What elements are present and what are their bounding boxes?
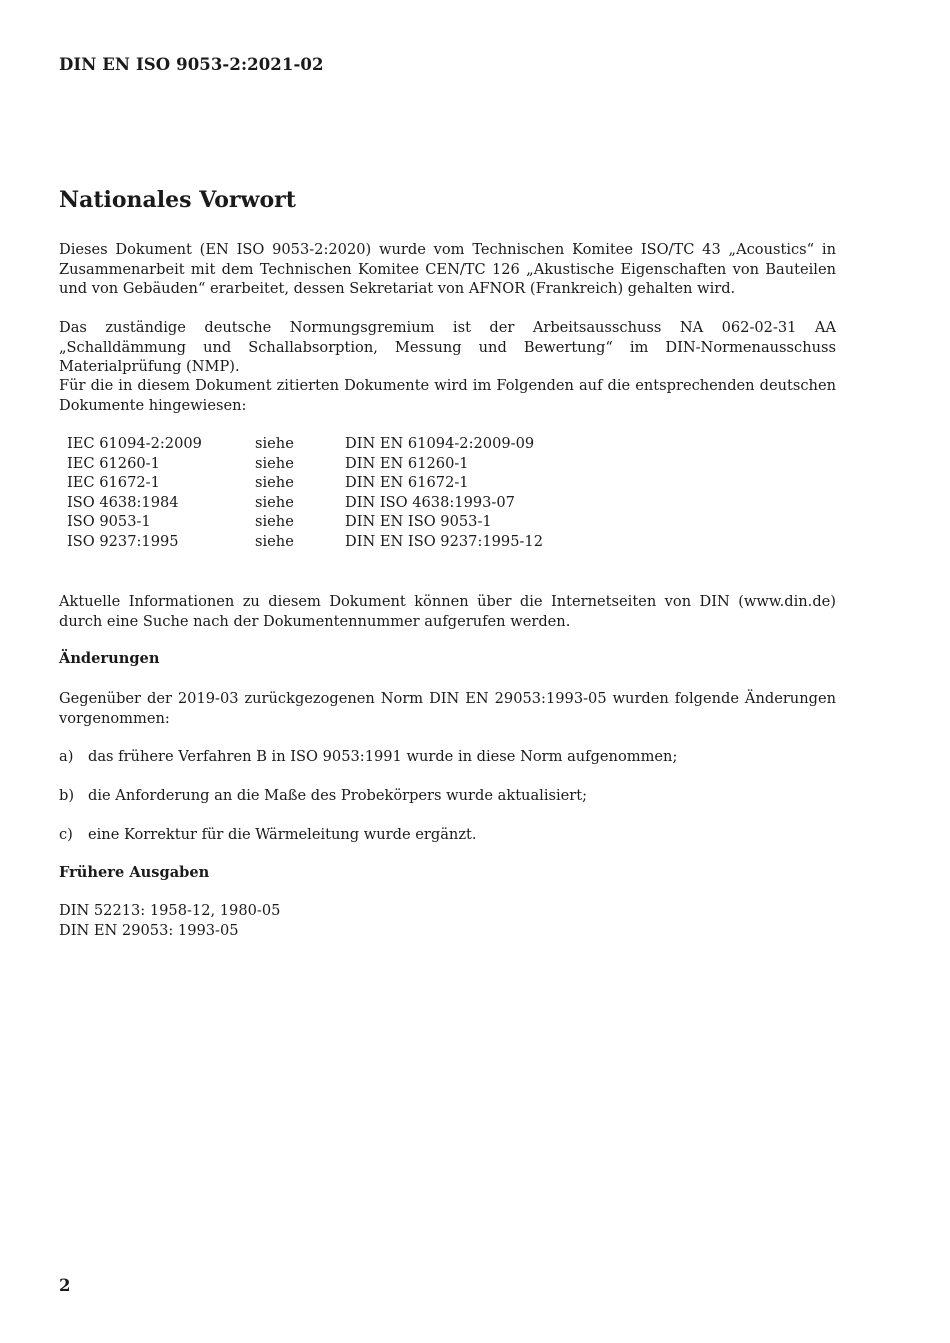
previous-editions-list	[59, 901, 280, 940]
table-row	[67, 493, 543, 513]
cited-document: IEC 61672-1	[67, 474, 160, 492]
page-number: 2	[59, 1276, 71, 1295]
list-item	[59, 786, 587, 806]
previous-edition-line: DIN EN 29053: 1993-05	[59, 921, 239, 939]
table-row	[67, 434, 543, 454]
cited-document: IEC 61260-1	[67, 454, 160, 472]
document-header: DIN EN ISO 9053-2:2021-02	[59, 55, 324, 74]
list-item-text: die Anforderung an die Maße des Probekörpers wurde aktualisiert;	[88, 787, 588, 804]
table-row	[67, 454, 543, 474]
german-document: DIN ISO 4638:1993-07	[345, 493, 515, 511]
paragraph-national-body: Das zuständige deutsche Normungsgremium ist der Arbeitsausschuss NA 062-02-31 AA „Schalldämmung und Schallabsorption, Messung und Bewertung“ im DIN-Normenausschuss Materialprüfung (NMP).	[59, 319, 836, 375]
list-item	[59, 825, 477, 845]
table-row	[67, 512, 543, 532]
list-marker: b)	[59, 787, 75, 804]
relation-label: siehe	[255, 435, 294, 452]
table-row	[67, 473, 543, 493]
german-document: DIN EN 61260-1	[345, 454, 469, 472]
paragraph-online-info: Aktuelle Informationen zu diesem Dokument können über die Internetseiten von DIN (www.din.de) durch eine Suche nach der Dokumentennummer aufgerufen werden.	[59, 593, 836, 630]
german-document: DIN EN ISO 9237:1995-12	[345, 532, 543, 550]
relation-label: siehe	[255, 493, 294, 511]
relation-label: siehe	[255, 513, 294, 531]
section-title: Nationales Vorwort	[59, 187, 296, 213]
list-item-text: eine Korrektur für die Wärmeleitung wurde ergänzt.	[88, 826, 477, 843]
cited-document: ISO 9237:1995	[67, 532, 179, 550]
cited-document: ISO 9053-1	[67, 513, 151, 531]
relation-label: siehe	[255, 474, 294, 492]
paragraph-references-intro: Für die in diesem Dokument zitierten Dokumente wird im Folgenden auf die entsprechenden deutschen Dokumente hingewiesen:	[59, 377, 836, 414]
german-document: DIN EN 61672-1	[345, 474, 469, 492]
german-document: DIN EN 61094-2:2009-09	[345, 435, 535, 452]
table-row	[67, 532, 543, 552]
previous-editions-heading: Frühere Ausgaben	[59, 864, 210, 881]
changes-intro: Gegenüber der 2019-03 zurückgezogenen Norm DIN EN 29053:1993-05 wurden folgende Änderungen vorgenommen:	[59, 690, 836, 727]
relation-label: siehe	[255, 454, 294, 472]
list-item-text: das frühere Verfahren B in ISO 9053:1991 wurde in diese Norm aufgenommen;	[88, 748, 678, 765]
list-marker: a)	[59, 748, 74, 765]
reference-table	[67, 434, 543, 552]
paragraph-committee: Dieses Dokument (EN ISO 9053-2:2020) wurde vom Technischen Komitee ISO/TC 43 „Acoustics“ in Zusammenarbeit mit dem Technischen Komitee CEN/TC 126 „Akustische Eigenschaften von Bauteilen und von Gebäuden“ erarbeitet, dessen Sekretariat von AFNOR (Frankreich) gehalten wird.	[59, 241, 836, 297]
list-marker: c)	[59, 826, 73, 843]
cited-document: ISO 4638:1984	[67, 493, 179, 511]
changes-heading: Änderungen	[59, 650, 160, 667]
list-item	[59, 747, 677, 767]
relation-label: siehe	[255, 532, 294, 550]
cited-document: IEC 61094-2:2009	[67, 435, 202, 452]
german-document: DIN EN ISO 9053-1	[345, 513, 492, 531]
previous-edition-line: DIN 52213: 1958-12, 1980-05	[59, 902, 281, 919]
